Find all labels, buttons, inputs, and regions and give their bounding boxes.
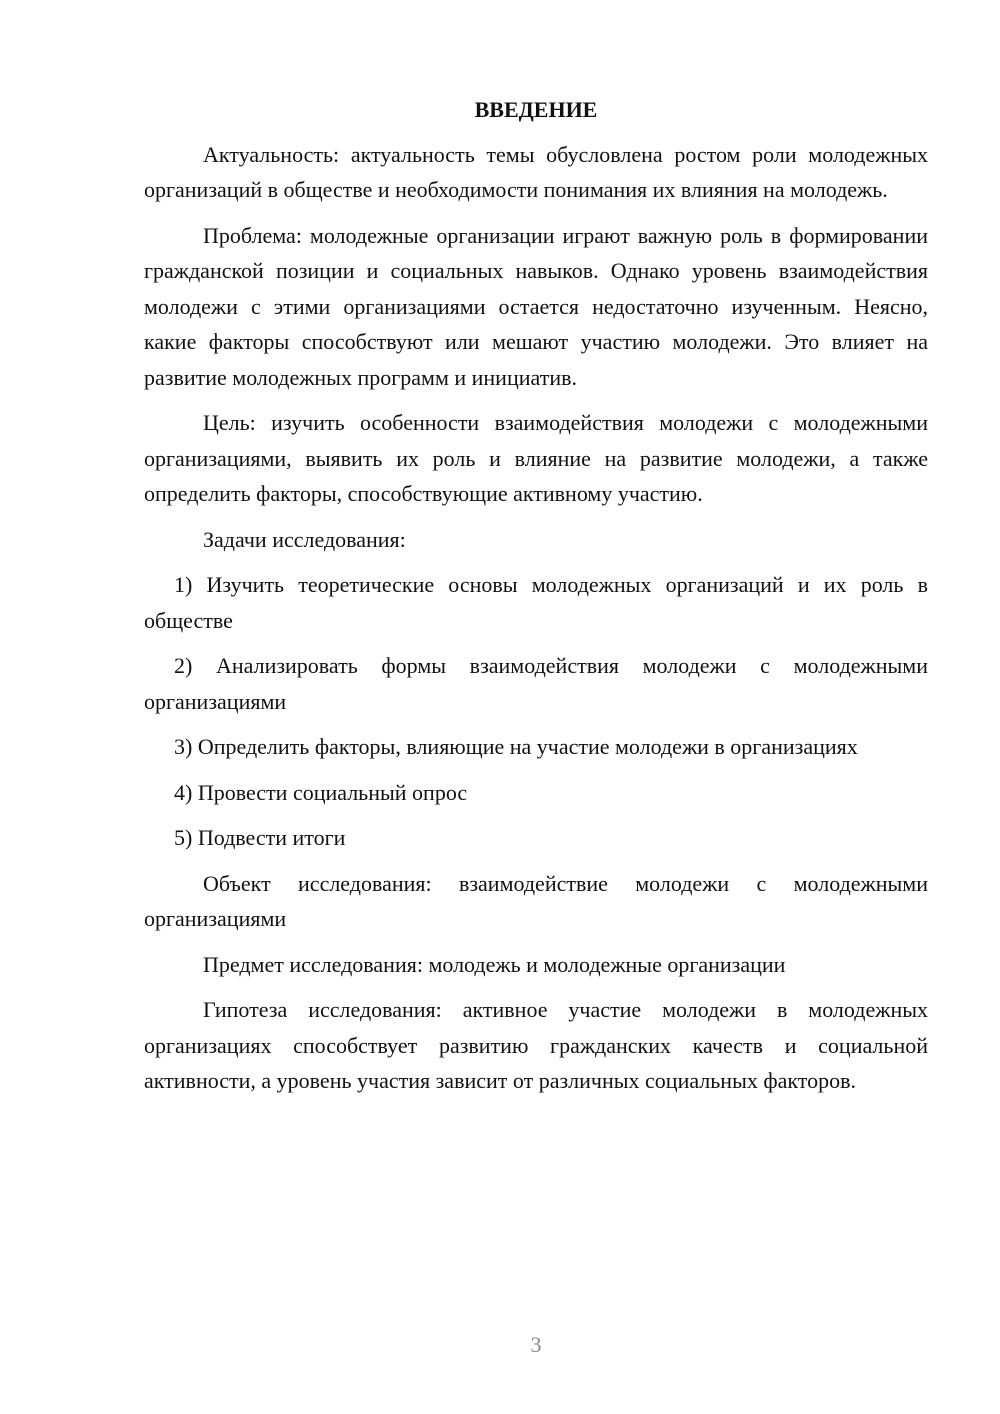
relevance-paragraph: Актуальность: актуальность темы обусловлена ростом роли молодежных организаций в обществе и необходимости понимания их влияния на молодежь. (144, 141, 928, 202)
tasks-heading: Задачи исследования: (203, 526, 406, 552)
object-paragraph: Объект исследования: взаимодействие молодежи с молодежными организациями (144, 870, 928, 931)
page-content (144, 92, 928, 1109)
problem-paragraph: Проблема: молодежные организации играют важную роль в формировании гражданской позиции и социальных навыков. Однако уровень взаимодействия молодежи с этими организациями остается недостаточно изученным. Неясно, какие факторы способствуют или мешают участию молодежи. Это влияет на развитие молодежных программ и инициатив. (144, 222, 928, 390)
hypothesis-paragraph: Гипотеза исследования: активное участие молодежи в молодежных организациях способствует развитию гражданских качеств и социальной активности, а уровень участия зависит от различных социальных факторов. (144, 997, 928, 1093)
subject-paragraph: Предмет исследования: молодежь и молодежные организации (203, 951, 786, 977)
page-number: 3 (530, 1332, 542, 1357)
goal-paragraph: Цель: изучить особенности взаимодействия молодежи с молодежными организациями, выявить их роль и влияние на развитие молодежи, а также определить факторы, способствующие активному участию. (144, 410, 928, 506)
task-item-3: 3) Определить факторы, влияющие на участие молодежи в организациях (174, 734, 858, 759)
task-item-1: 1) Изучить теоретические основы молодежных организаций и их роль в обществе (144, 572, 928, 633)
task-item-2: 2) Анализировать формы взаимодействия молодежи с молодежными организациями (144, 653, 928, 714)
task-item-5: 5) Подвести итоги (174, 825, 346, 850)
page-title: ВВЕДЕНИЕ (474, 97, 598, 122)
task-item-4: 4) Провести социальный опрос (174, 779, 468, 805)
